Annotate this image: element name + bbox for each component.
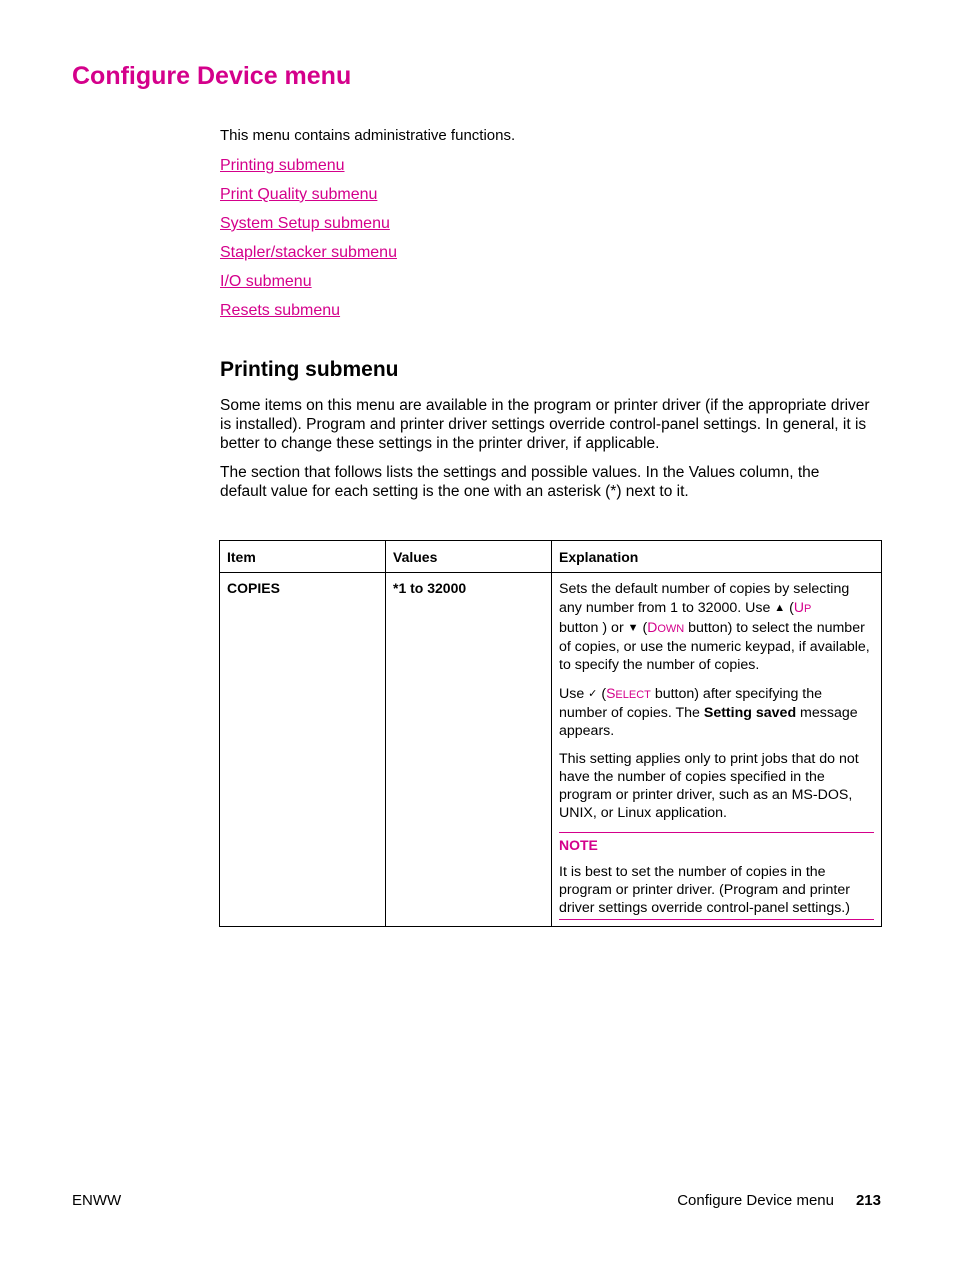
- submenu-links: [220, 156, 397, 330]
- footer-left: ENWW: [72, 1192, 122, 1209]
- down-arrow-icon: ▼: [627, 622, 639, 634]
- up-button-label: UP: [793, 599, 812, 615]
- explanation-paragraph-2: Use ✓ (SELECT button) after specifying the number of copies. The Setting saved message appears.: [559, 685, 858, 739]
- intro-text: This menu contains administrative functions.: [220, 127, 516, 144]
- up-arrow-icon: ▲: [774, 602, 786, 614]
- cell-item: COPIES: [220, 573, 386, 927]
- note-text: It is best to set the number of copies in the program or printer driver. (Program and printer driver settings override control-panel settings.): [559, 864, 850, 916]
- link-system-setup-submenu[interactable]: System Setup submenu: [220, 215, 390, 232]
- link-stapler-stacker-submenu[interactable]: Stapler/stacker submenu: [220, 244, 397, 261]
- link-io-submenu[interactable]: I/O submenu: [220, 273, 312, 290]
- header-explanation: Explanation: [552, 541, 882, 573]
- page-number: 213: [855, 1192, 881, 1209]
- header-item: Item: [220, 541, 386, 573]
- link-printing-submenu[interactable]: Printing submenu: [220, 157, 345, 174]
- link-resets-submenu[interactable]: Resets submenu: [220, 302, 341, 319]
- down-button-label: DOWN: [647, 619, 685, 635]
- page-title: Configure Device menu: [72, 62, 352, 90]
- table-row: [220, 573, 882, 927]
- checkmark-icon: ✓: [588, 688, 598, 700]
- table-header-row: [220, 541, 882, 573]
- note-box: [559, 832, 874, 920]
- explanation-paragraph-1: Sets the default number of copies by selecting any number from 1 to 32000. Use ▲ (UP button ) or ▼ (DOWN button) to select the number of copies, or use the numeric keypad, if available, to specify the number of copies.: [559, 581, 870, 673]
- paragraph-2: The section that follows lists the settings and possible values. In the Values column, the default value for each setting is the one with an asterisk (*) next to it.: [220, 464, 820, 500]
- settings-table: [219, 540, 882, 927]
- link-print-quality-submenu[interactable]: Print Quality submenu: [220, 186, 378, 203]
- section-title: Printing submenu: [220, 358, 399, 381]
- note-label: NOTE: [559, 837, 598, 853]
- footer-right: [677, 1192, 881, 1209]
- header-values: Values: [386, 541, 552, 573]
- cell-explanation: [552, 573, 882, 927]
- cell-values: *1 to 32000: [386, 573, 552, 927]
- paragraph-1: Some items on this menu are available in the program or printer driver (if the appropriate driver is installed). Program and printer driver settings override control-panel settings. In general, it is better to change these settings in the printer driver, if applicable.: [220, 397, 870, 452]
- footer-title: Configure Device menu: [677, 1192, 834, 1209]
- select-button-label: SELECT: [606, 685, 651, 701]
- explanation-paragraph-3: This setting applies only to print jobs that do not have the number of copies specified in the program or printer driver, such as an MS-DOS, UNIX, or Linux application.: [559, 751, 859, 821]
